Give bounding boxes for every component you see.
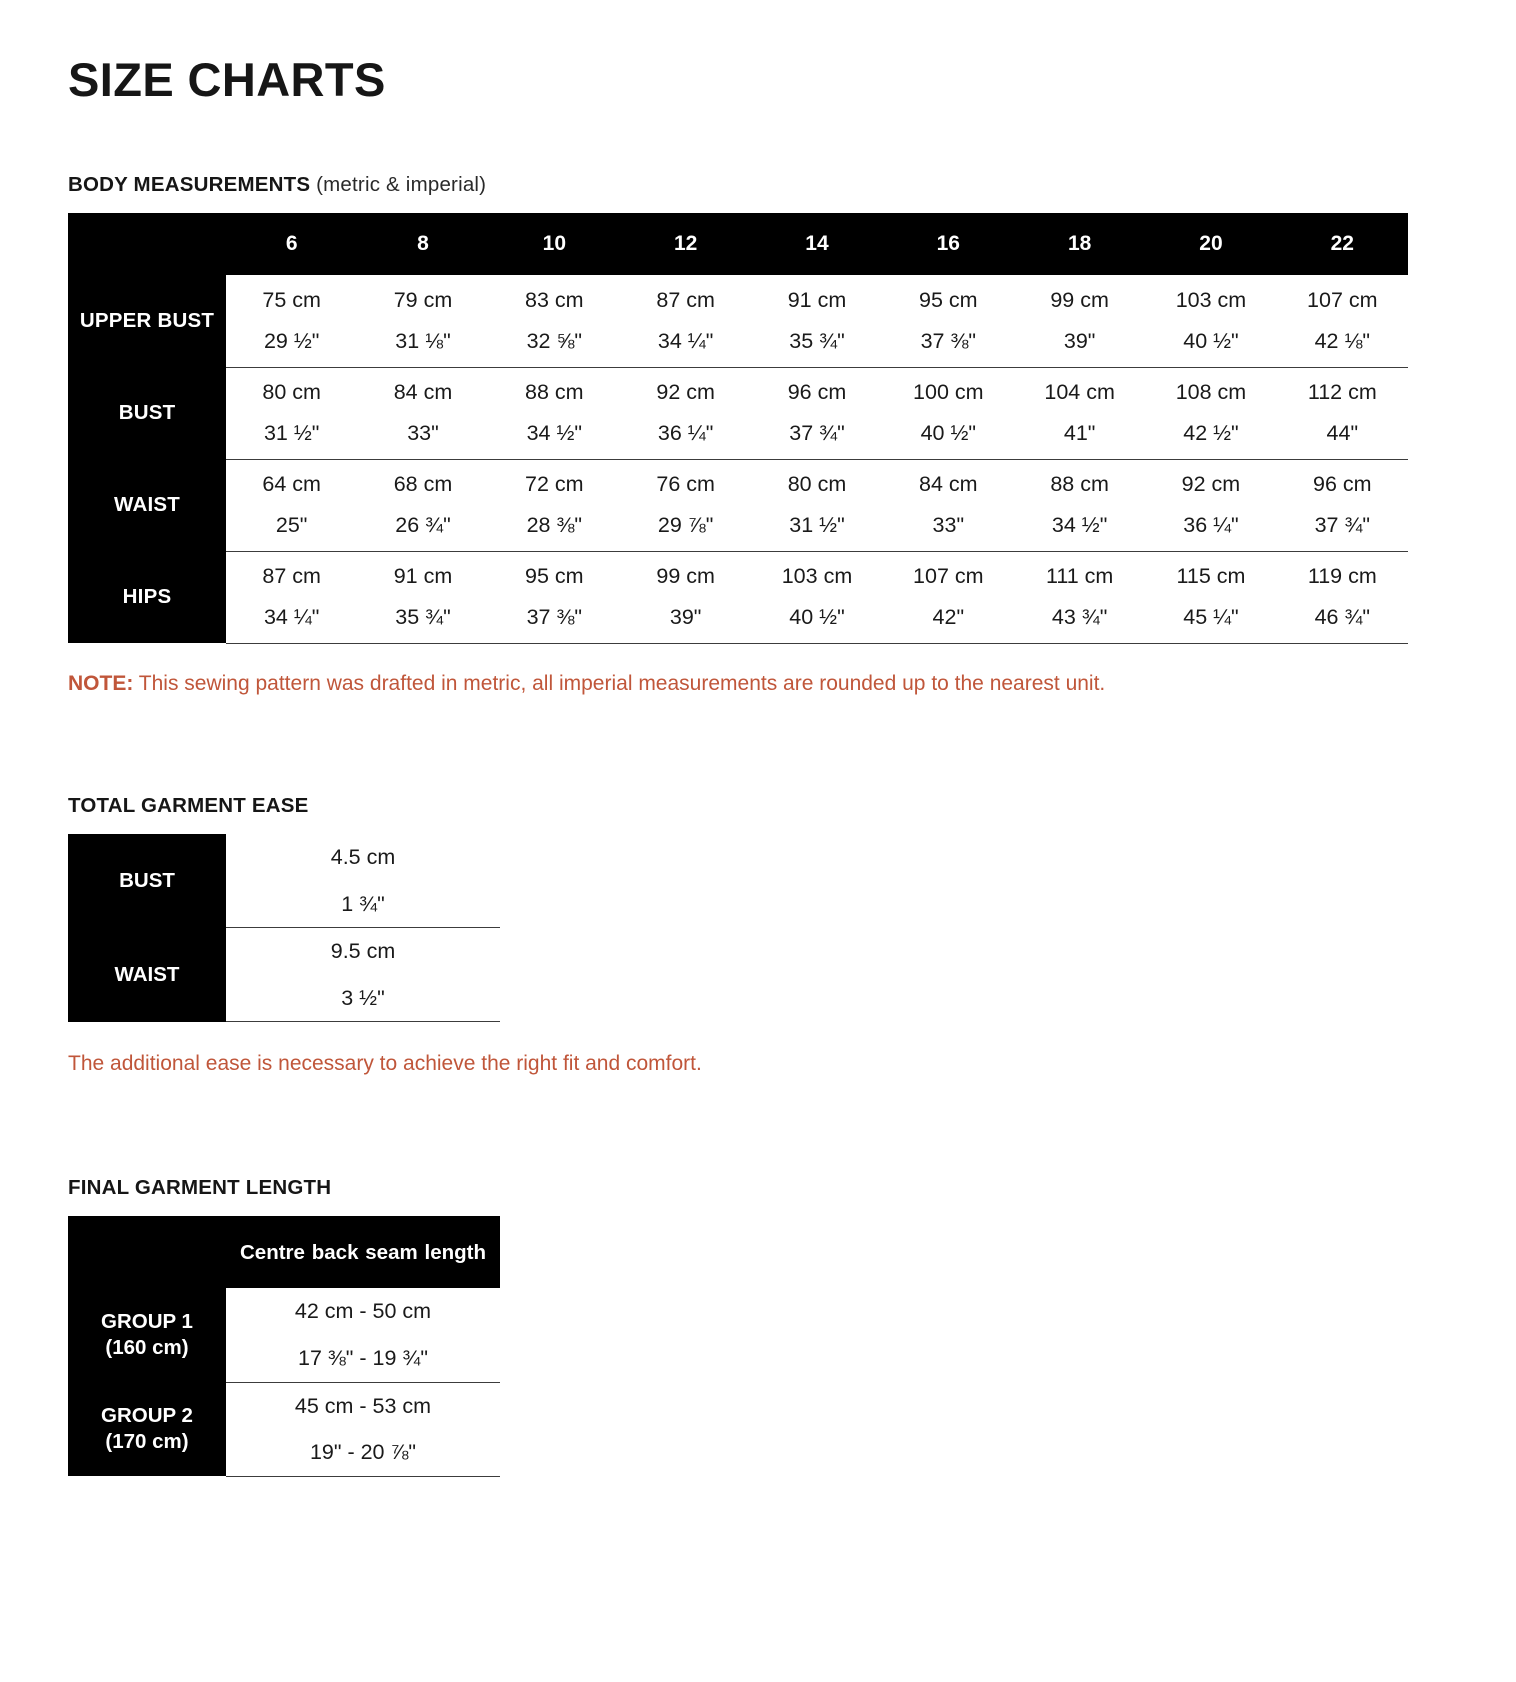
cell-ease-waist-metric: 9.5 cm — [226, 928, 500, 975]
body-measurements-section — [68, 173, 1448, 698]
table-row — [68, 367, 1408, 413]
size-header-14: 14 — [751, 213, 882, 275]
table-row — [68, 1382, 500, 1429]
size-header-20: 20 — [1145, 213, 1276, 275]
cell-waist-imperial-22: 37 ¾" — [1277, 505, 1408, 551]
total-garment-ease-note: The additional ease is necessary to achieve the right fit and comfort. — [68, 1052, 702, 1076]
total-garment-ease-table — [68, 834, 500, 1023]
final-garment-length-table-head — [68, 1216, 500, 1288]
cell-hips-metric-6: 87 cm — [226, 551, 357, 597]
total-garment-ease-heading: TOTAL GARMENT EASE — [68, 793, 309, 817]
cell-waist-imperial-18: 34 ½" — [1014, 505, 1145, 551]
cell-hips-metric-22: 119 cm — [1277, 551, 1408, 597]
cell-waist-imperial-6: 25" — [226, 505, 357, 551]
final-garment-length-heading: FINAL GARMENT LENGTH — [68, 1176, 332, 1200]
row-label-ease-waist: WAIST — [68, 928, 226, 1022]
table-row — [68, 505, 1408, 551]
size-header-12: 12 — [620, 213, 751, 275]
cell-upper-bust-metric-20: 103 cm — [1145, 275, 1276, 321]
row-label-group-2: GROUP 2 (170 cm) — [68, 1382, 226, 1476]
total-garment-ease-table-body — [68, 834, 500, 1022]
cell-waist-imperial-12: 29 ⅞" — [620, 505, 751, 551]
cell-group-2-metric: 45 cm - 53 cm — [226, 1382, 500, 1429]
table-row — [68, 275, 1408, 321]
cell-upper-bust-imperial-12: 34 ¼" — [620, 321, 751, 367]
cell-hips-metric-10: 95 cm — [489, 551, 620, 597]
page-title: SIZE CHARTS — [68, 53, 386, 106]
row-label-ease-bust: BUST — [68, 834, 226, 928]
cell-hips-imperial-6: 34 ¼" — [226, 597, 357, 643]
cell-upper-bust-imperial-8: 31 ⅛" — [357, 321, 488, 367]
cell-waist-imperial-8: 26 ¾" — [357, 505, 488, 551]
final-garment-length-section — [68, 1176, 1448, 1477]
cell-waist-metric-14: 80 cm — [751, 459, 882, 505]
note-lead-label: NOTE: — [68, 671, 134, 695]
size-header-6: 6 — [226, 213, 357, 275]
cell-upper-bust-imperial-10: 32 ⅝" — [489, 321, 620, 367]
row-label-hips: HIPS — [68, 551, 226, 643]
cell-bust-metric-18: 104 cm — [1014, 367, 1145, 413]
length-header-row — [68, 1216, 500, 1288]
cell-hips-imperial-18: 43 ¾" — [1014, 597, 1145, 643]
cell-upper-bust-metric-10: 83 cm — [489, 275, 620, 321]
body-measurements-heading-sub: (metric & imperial) — [310, 173, 487, 196]
cell-bust-metric-12: 92 cm — [620, 367, 751, 413]
cell-hips-metric-12: 99 cm — [620, 551, 751, 597]
cell-upper-bust-metric-14: 91 cm — [751, 275, 882, 321]
size-header-18: 18 — [1014, 213, 1145, 275]
cell-hips-metric-20: 115 cm — [1145, 551, 1276, 597]
cell-bust-imperial-8: 33" — [357, 413, 488, 459]
cell-bust-metric-20: 108 cm — [1145, 367, 1276, 413]
row-label-bust: BUST — [68, 367, 226, 459]
cell-waist-metric-22: 96 cm — [1277, 459, 1408, 505]
body-measurements-heading-bold: BODY MEASUREMENTS — [68, 173, 311, 196]
cell-bust-imperial-18: 41" — [1014, 413, 1145, 459]
cell-hips-imperial-12: 39" — [620, 597, 751, 643]
cell-bust-imperial-12: 36 ¼" — [620, 413, 751, 459]
cell-waist-imperial-14: 31 ½" — [751, 505, 882, 551]
cell-hips-metric-8: 91 cm — [357, 551, 488, 597]
size-header-row — [68, 213, 1408, 275]
row-label-waist: WAIST — [68, 459, 226, 551]
cell-upper-bust-imperial-6: 29 ½" — [226, 321, 357, 367]
cell-bust-imperial-22: 44" — [1277, 413, 1408, 459]
cell-hips-imperial-10: 37 ⅜" — [489, 597, 620, 643]
cell-hips-imperial-22: 46 ¾" — [1277, 597, 1408, 643]
cell-upper-bust-imperial-22: 42 ⅛" — [1277, 321, 1408, 367]
size-header-22: 22 — [1277, 213, 1408, 275]
cell-ease-bust-imperial: 1 ¾" — [226, 881, 500, 928]
cell-hips-metric-16: 107 cm — [883, 551, 1014, 597]
cell-hips-imperial-14: 40 ½" — [751, 597, 882, 643]
cell-bust-imperial-6: 31 ½" — [226, 413, 357, 459]
cell-upper-bust-metric-8: 79 cm — [357, 275, 488, 321]
body-measurements-table-body — [68, 275, 1408, 643]
cell-waist-metric-18: 88 cm — [1014, 459, 1145, 505]
table-row — [68, 928, 500, 975]
cell-hips-imperial-20: 45 ¼" — [1145, 597, 1276, 643]
total-garment-ease-section — [68, 794, 1448, 1077]
table-row — [68, 459, 1408, 505]
cell-bust-metric-22: 112 cm — [1277, 367, 1408, 413]
cell-upper-bust-metric-18: 99 cm — [1014, 275, 1145, 321]
table-row — [68, 1288, 500, 1335]
table-row — [68, 321, 1408, 367]
size-header-8: 8 — [357, 213, 488, 275]
cell-waist-imperial-20: 36 ¼" — [1145, 505, 1276, 551]
cell-bust-imperial-10: 34 ½" — [489, 413, 620, 459]
cell-upper-bust-imperial-14: 35 ¾" — [751, 321, 882, 367]
body-measurements-note — [68, 670, 1448, 698]
cell-bust-imperial-20: 42 ½" — [1145, 413, 1276, 459]
cell-bust-metric-10: 88 cm — [489, 367, 620, 413]
size-header-16: 16 — [883, 213, 1014, 275]
cell-waist-imperial-10: 28 ⅜" — [489, 505, 620, 551]
cell-bust-imperial-16: 40 ½" — [883, 413, 1014, 459]
length-table-corner-cell — [68, 1216, 226, 1288]
cell-waist-metric-6: 64 cm — [226, 459, 357, 505]
table-corner-cell — [68, 213, 226, 275]
cell-group-1-metric: 42 cm - 50 cm — [226, 1288, 500, 1335]
row-label-group-1: GROUP 1 (160 cm) — [68, 1288, 226, 1382]
cell-bust-metric-14: 96 cm — [751, 367, 882, 413]
table-row — [68, 834, 500, 881]
cell-upper-bust-metric-22: 107 cm — [1277, 275, 1408, 321]
row-label-upper-bust: UPPER BUST — [68, 275, 226, 367]
cell-upper-bust-imperial-18: 39" — [1014, 321, 1145, 367]
cell-group-1-imperial: 17 ⅜" - 19 ¾" — [226, 1335, 500, 1382]
cell-bust-metric-8: 84 cm — [357, 367, 488, 413]
cell-hips-metric-14: 103 cm — [751, 551, 882, 597]
cell-waist-metric-12: 76 cm — [620, 459, 751, 505]
cell-ease-bust-metric: 4.5 cm — [226, 834, 500, 881]
cell-upper-bust-metric-6: 75 cm — [226, 275, 357, 321]
cell-bust-imperial-14: 37 ¾" — [751, 413, 882, 459]
final-garment-length-table — [68, 1216, 500, 1477]
cell-upper-bust-metric-12: 87 cm — [620, 275, 751, 321]
cell-waist-metric-16: 84 cm — [883, 459, 1014, 505]
cell-waist-metric-20: 92 cm — [1145, 459, 1276, 505]
body-measurements-heading — [68, 173, 1448, 197]
table-row — [68, 413, 1408, 459]
cell-hips-metric-18: 111 cm — [1014, 551, 1145, 597]
final-garment-length-table-body — [68, 1288, 500, 1476]
body-measurements-table-head — [68, 213, 1408, 275]
table-row — [68, 597, 1408, 643]
cell-hips-imperial-8: 35 ¾" — [357, 597, 488, 643]
cell-waist-imperial-16: 33" — [883, 505, 1014, 551]
cell-upper-bust-imperial-16: 37 ⅜" — [883, 321, 1014, 367]
cell-group-2-imperial: 19" - 20 ⅞" — [226, 1429, 500, 1476]
length-column-header: Centre back seam length — [226, 1216, 500, 1288]
cell-bust-metric-6: 80 cm — [226, 367, 357, 413]
cell-bust-metric-16: 100 cm — [883, 367, 1014, 413]
cell-upper-bust-metric-16: 95 cm — [883, 275, 1014, 321]
cell-waist-metric-8: 68 cm — [357, 459, 488, 505]
size-header-10: 10 — [489, 213, 620, 275]
cell-hips-imperial-16: 42" — [883, 597, 1014, 643]
cell-waist-metric-10: 72 cm — [489, 459, 620, 505]
table-row — [68, 551, 1408, 597]
cell-upper-bust-imperial-20: 40 ½" — [1145, 321, 1276, 367]
note-body-text: This sewing pattern was drafted in metric, all imperial measurements are rounded up to the nearest unit. — [133, 671, 1106, 695]
body-measurements-table — [68, 213, 1408, 644]
cell-ease-waist-imperial: 3 ½" — [226, 975, 500, 1022]
